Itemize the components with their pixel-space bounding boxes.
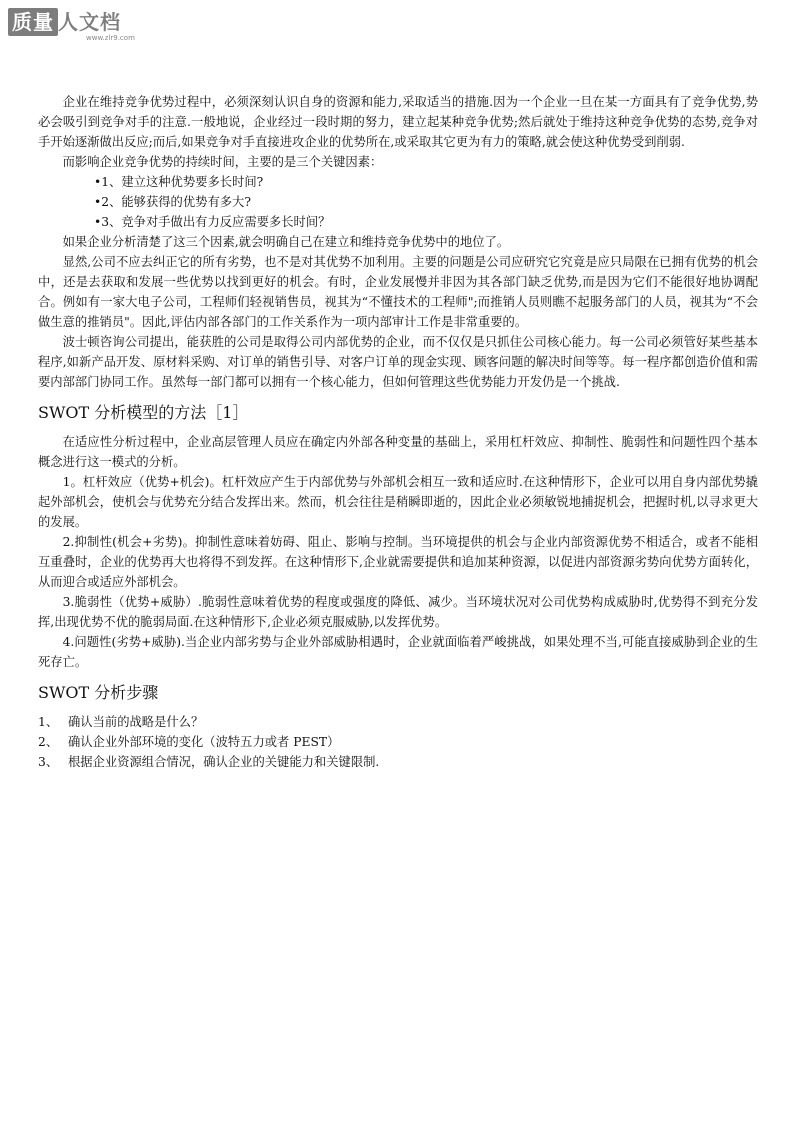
factor-item: •2、能够获得的优势有多大?: [94, 195, 251, 209]
factor-item: •1、建立这种优势要多长时间?: [94, 175, 264, 189]
step-item: [38, 712, 758, 732]
method-paragraph: 在适应性分析过程中，企业高层管理人员应在确定内外部各种变量的基础上，采用杠杆效应、抑制性、脆弱性和问题性四个基本概念进行这一模式的分析。: [38, 435, 758, 469]
factors-lead: 而影响企业竞争优势的持续时间，主要的是三个关键因素：: [62, 155, 383, 169]
logo-text: 人文档: [58, 10, 121, 34]
logo-mark: 质量: [8, 8, 58, 36]
intro-paragraph: 企业在维持竞争优势过程中，必须深刻认识自身的资源和能力,采取适当的措施.因为一个企业一旦在某一方面具有了竞争优势,势必会吸引到竞争对手的注意.一般地说，企业经过一段时期的努力，建立起某种竞争优势;然后就处于维持这种竞争优势的态势,竞争对手开始逐渐做出反应;而后,如果竞争对手直接进攻企业的优势所在,或采取其它更为有力的策略,就会使这种优势受到削弱.: [38, 95, 758, 149]
method-paragraph: 3.脆弱性（优势+威胁）.脆弱性意味着优势的程度或强度的降低、减少。当环境状况对公司优势构成威胁时,优势得不到充分发挥,出现优势不优的脆弱局面.在这种情形下,企业必须克服威胁,以发挥优势。: [38, 595, 758, 629]
method-paragraph: 4.问题性(劣势+威胁).当企业内部劣势与企业外部威胁相遇时，企业就面临着严峻挑战，如果处理不当,可能直接威胁到企业的生死存亡。: [38, 635, 758, 669]
step-number: 2、: [38, 735, 59, 749]
step-number: 1、: [38, 715, 59, 729]
factor-item: •3、竞争对手做出有力反应需要多长时间？: [94, 215, 331, 229]
step-item: [38, 732, 758, 752]
body-paragraph: 如果企业分析清楚了这三个因素,就会明确自己在建立和维持竞争优势中的地位了。: [62, 235, 510, 249]
method-paragraph: 1。杠杆效应（优势+机会)。杠杆效应产生于内部优势与外部机会相互一致和适应时.在这种情形下，企业可以用自身内部优势撬起外部机会，使机会与优势充分结合发挥出来。然而，机会往往是稍瞬即逝的，因此企业必须敏锐地捕捉机会，把握时机,以寻求更大的发展。: [38, 475, 758, 529]
document-body: [38, 92, 758, 772]
site-logo: [8, 8, 158, 48]
section-heading-method: SWOT 分析模型的方法［1］: [38, 403, 249, 422]
step-text: 确认当前的战略是什么？: [68, 715, 204, 729]
step-item: [38, 752, 758, 772]
body-paragraph: 波士顿咨询公司提出，能获胜的公司是取得公司内部优势的企业，而不仅仅是只抓住公司核心能力。每一公司必须管好某些基本程序,如新产品开发、原材料采购、对订单的销售引导、对客户订单的现金实现、顾客问题的解决时间等等。每一程序都创造价值和需要内部部门协同工作。虽然每一部门都可以拥有一个核心能力，但如何管理这些优势能力开发仍是一个挑战.: [38, 335, 758, 389]
logo-url: www.zlr9.com: [86, 34, 135, 42]
section-heading-steps: SWOT 分析步骤: [38, 683, 159, 702]
step-text: 确认企业外部环境的变化（波特五力或者 PEST）: [68, 735, 340, 749]
body-paragraph: 显然,公司不应去纠正它的所有劣势，也不是对其优势不加利用。主要的问题是公司应研究它究竟是应只局限在已拥有优势的机会中，还是去获取和发展一些优势以找到更好的机会。有时，企业发展慢并非因为其各部门缺乏优势,而是因为它们不能很好地协调配合。例如有一家大电子公司，工程师们轻视销售员，视其为“不懂技术的工程师";而推销人员则瞧不起服务部门的人员，视其为“不会做生意的推销员"。因此,评估内部各部门的工作关系作为一项内部审计工作是非常重要的。: [38, 255, 758, 329]
step-text: 根据企业资源组合情况，确认企业的关键能力和关键限制.: [68, 755, 380, 769]
step-number: 3、: [38, 755, 59, 769]
method-paragraph: 2.抑制性(机会+劣势)。抑制性意味着妨碍、阻止、影响与控制。当环境提供的机会与企业内部资源优势不相适合，或者不能相互重叠时，企业的优势再大也将得不到发挥。在这种情形下,企业就需要提供和追加某种资源，以促进内部资源劣势向优势方面转化，从而迎合或适应外部机会。: [38, 535, 758, 589]
